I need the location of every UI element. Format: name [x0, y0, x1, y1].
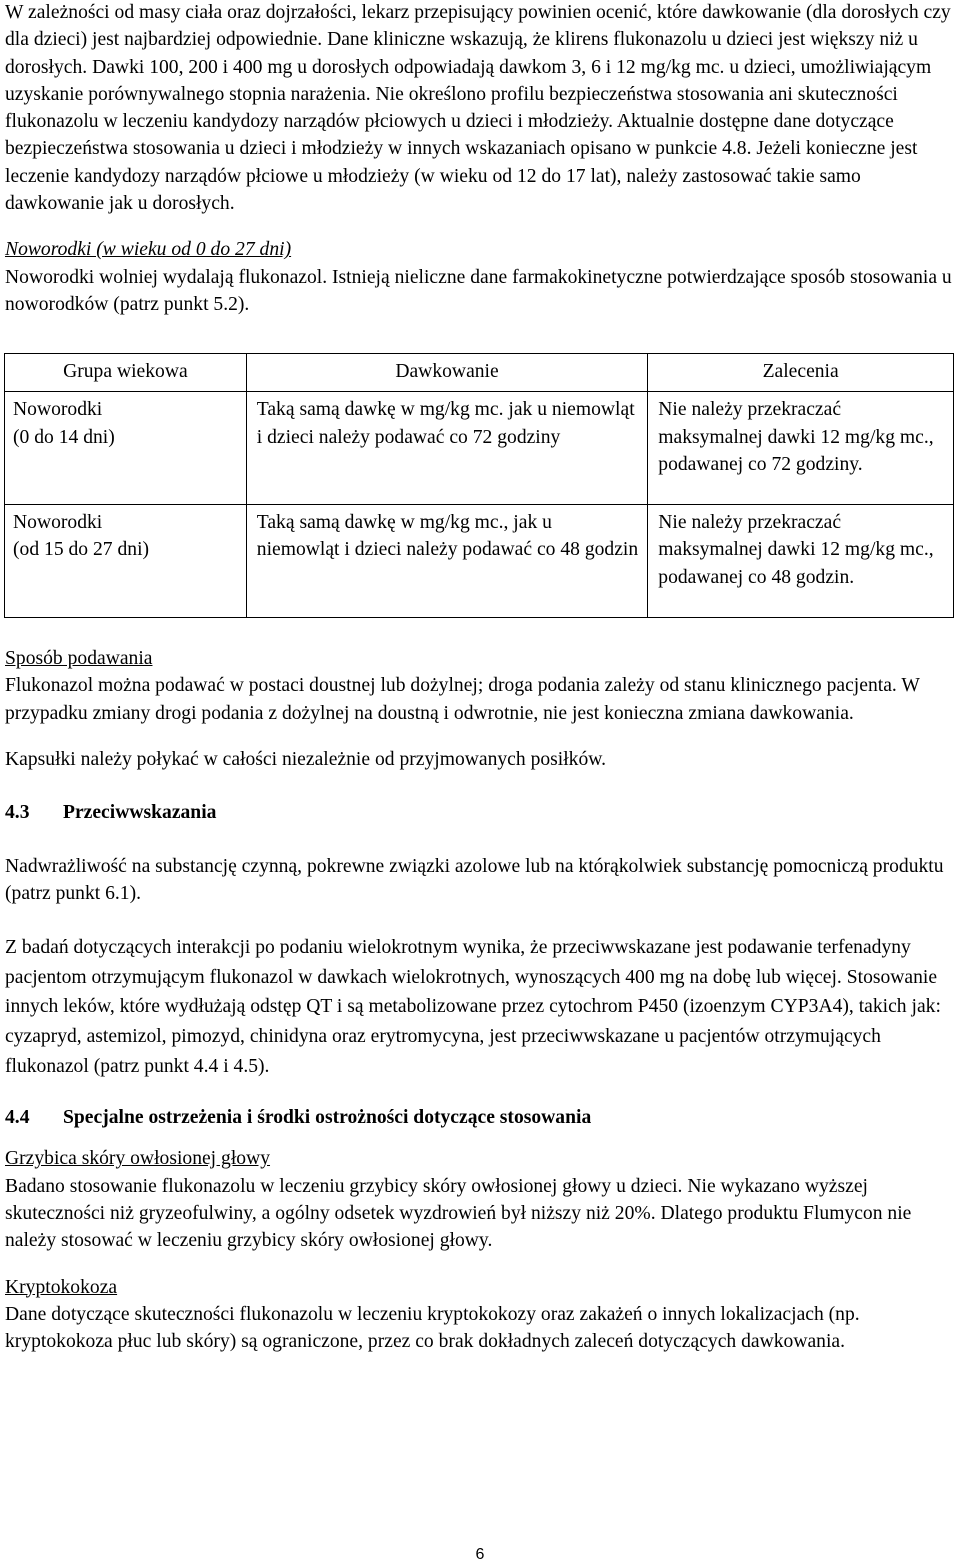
crypto-paragraph: Dane dotyczące skuteczności flukonazolu w leczeniu kryptokokozy oraz zakażeń o innych lokalizacjach (np. kryptokokoza płuc lub skóry) są ograniczone, przez co brak dokładnych zaleceń dotyczących dawkowania. — [5, 1303, 860, 1353]
intro-paragraph: W zależności od masy ciała oraz dojrzałości, lekarz przepisujący powinien ocenić, które dawkowanie (dla dorosłych czy dla dzieci) jest najbardziej odpowiednie. Dane kliniczne wskazują, że klirens flukonazolu u dzieci jest większy niż u dorosłych. Dawki 100, 200 i 400 mg u dorosłych odpowiadają dawkom 3, 6 i 12 mg/kg mc. u dzieci, umożliwiającym uzyskanie porównywalnego stopnia narażenia. Nie określono profilu bezpieczeństwa stosowania ani skuteczności flukonazolu w leczeniu kandydozy narządów płciowych u dzieci i młodzieży. Aktualnie dostępne dane dotyczące bezpieczeństwa stosowania u dzieci i młodzieży w innych wskazaniach opisano w punkcie 4.8. Jeżeli konieczne jest leczenie kandydozy narządów płciowe u młodzieży (w wieku od 12 do 17 lat), należy zastosować takie samo dawkowanie jak u dorosłych. — [5, 2, 951, 215]
header-dosing: Dawkowanie — [246, 354, 648, 392]
capsules-paragraph: Kapsułki należy połykać w całości niezależnie od przyjmowanych posiłków. — [5, 748, 607, 770]
page-number: 6 — [475, 1546, 485, 1563]
neonates-heading: Noworodki (w wieku od 0 do 27 dni) — [5, 239, 292, 261]
age-group-range: (od 15 do 27 dni) — [13, 539, 150, 561]
header-recommendations: Zalecenia — [648, 354, 954, 392]
table-row — [5, 505, 954, 618]
age-group-range: (0 do 14 dni) — [13, 426, 115, 448]
table-header-row — [5, 354, 954, 392]
section-4-3-heading — [5, 799, 955, 826]
scalp-paragraph: Badano stosowanie flukonazolu w leczeniu grzybicy skóry owłosionej głowy u dzieci. Nie wykazano wyższej skuteczności niż gryzeofulwiny, a ogólny odsetek wyzdrowień był niższy niż 20%. Dlatego produktu Flumycon nie należy stosować w leczeniu grzybicy skóry owłosionej głowy. — [5, 1175, 912, 1252]
age-group-label: Noworodki — [13, 399, 103, 421]
scalp-heading: Grzybica skóry owłosionej głowy — [5, 1148, 271, 1170]
neonates-paragraph: Noworodki wolniej wydalają flukonazol. Istnieją nieliczne dane farmakokinetyczne potwierdzające sposób stosowania u noworodków (patrz punkt 5.2). — [5, 266, 952, 315]
dosing-cell: Taką samą dawkę w mg/kg mc., jak u niemowląt i dzieci należy podawać co 48 godzin — [246, 505, 648, 618]
dosing-cell: Taką samą dawkę w mg/kg mc. jak u niemowląt i dzieci należy podawać co 72 godziny — [246, 392, 648, 505]
section-number: 4.4 — [5, 1107, 30, 1129]
document-page — [5, 0, 955, 1355]
dosing-table — [4, 353, 954, 618]
contraindications-paragraph-2: Z badań dotyczących interakcji po podaniu wielokrotnym wynika, że przeciwwskazane jest podawanie terfenadyny pacjentom otrzymującym flukonazol w dawkach wielokrotnych, wynoszących 400 mg na dobę lub więcej. Stosowanie innych leków, które wydłużają odstęp QT i są metabolizowane przez cytochrom P450 (izoenzym CYP3A4), takich jak: cyzapryd, astemizol, pimozyd, chinidyna oraz erytromycyna, jest przeciwwskazane u pacjentów otrzymujących flukonazol (patrz punkt 4.4 i 4.5). — [5, 937, 941, 1077]
contraindications-paragraph-1: Nadwrażliwość na substancję czynną, pokrewne związki azolowe lub na którąkolwiek substancję pomocniczą produktu (patrz punkt 6.1). — [5, 855, 944, 904]
header-age-group: Grupa wiekowa — [5, 354, 247, 392]
table-row — [5, 392, 954, 505]
recommendation-cell: Nie należy przekraczać maksymalnej dawki 12 mg/kg mc., podawanej co 72 godziny. — [648, 392, 954, 505]
section-number: 4.3 — [5, 802, 30, 824]
section-title: Specjalne ostrzeżenia i środki ostrożności dotyczące stosowania — [63, 1107, 592, 1129]
administration-heading: Sposób podawania — [5, 648, 153, 670]
age-group-cell — [5, 505, 247, 618]
administration-paragraph: Flukonazol można podawać w postaci doustnej lub dożylnej; droga podania zależy od stanu klinicznego pacjenta. W przypadku zmiany drogi podania z dożylnej na doustną i odwrotnie, nie jest konieczna zmiana dawkowania. — [5, 675, 920, 724]
recommendation-cell: Nie należy przekraczać maksymalnej dawki 12 mg/kg mc., podawanej co 48 godzin. — [648, 505, 954, 618]
crypto-heading: Kryptokokoza — [5, 1276, 118, 1298]
section-4-4-heading — [5, 1104, 955, 1131]
age-group-cell — [5, 392, 247, 505]
section-title: Przeciwwskazania — [63, 802, 217, 824]
age-group-label: Noworodki — [13, 512, 103, 534]
